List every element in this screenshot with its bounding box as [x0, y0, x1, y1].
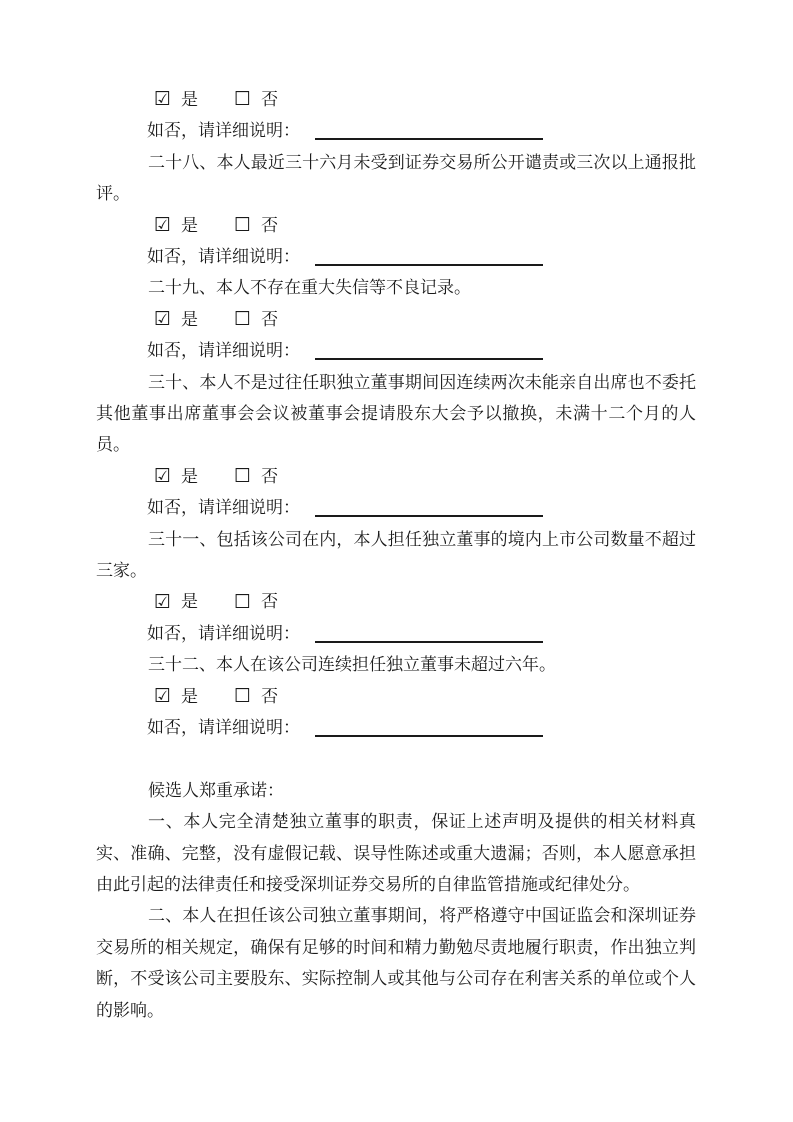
checkbox-unchecked-icon: ☐ — [234, 684, 252, 707]
checkbox-checked-icon: ☑ — [154, 590, 172, 613]
followup-label: 如否，请详细说明： — [147, 121, 300, 141]
yes-label: 是 — [181, 90, 199, 109]
checkbox-unchecked-icon: ☐ — [234, 308, 252, 330]
yes-label: 是 — [181, 309, 199, 329]
followup-blank-underline — [315, 627, 543, 643]
followup-label: 如否，请详细说明： — [147, 247, 300, 266]
commitment-paragraph: 二、本人在担任该公司独立董事期间，将严格遵守中国证监会和深圳证券交易所的相关规定，确保有足够的时间和精力勤勉尽责地履行职责，作出独立判断，不受该公司主要股东、实际控制人或其他与公司存在利害关系的单位或个人的影响。 — [96, 906, 696, 1020]
checkbox-unchecked-icon: ☐ — [234, 213, 252, 236]
answer-row — [154, 586, 696, 617]
checkbox-unchecked-icon: ☐ — [234, 465, 252, 488]
answer-row — [154, 84, 696, 115]
commitment-heading: 候选人郑重承诺： — [148, 780, 284, 800]
followup-row — [147, 618, 696, 649]
followup-label: 如否，请详细说明： — [147, 498, 300, 518]
followup-label: 如否，请详细说明： — [147, 718, 300, 738]
yes-label: 是 — [181, 466, 199, 486]
checkbox-unchecked-icon: ☐ — [234, 88, 252, 111]
followup-blank-underline — [315, 721, 543, 737]
yes-label: 是 — [181, 592, 199, 612]
no-label: 否 — [261, 686, 279, 706]
question-statement: 二十九、本人不存在重大失信等不良记录。 — [148, 278, 471, 298]
commitment-paragraph: 一、本人完全清楚独立董事的职责，保证上述声明及提供的相关材料真实、准确、完整，没有虚假记载、误导性陈述或重大遗漏；否则，本人愿意承担由此引起的法律责任和接受深圳证券交易所的自律监管措施或纪律处分。 — [96, 812, 696, 895]
no-label: 否 — [261, 309, 279, 329]
blank-line — [96, 743, 696, 774]
question-statement: 三十一、包括该公司在内，本人担任独立董事的境内上市公司数量不超过三家。 — [96, 529, 696, 581]
followup-blank-underline — [315, 124, 543, 140]
followup-blank-underline — [315, 250, 543, 266]
no-label: 否 — [261, 215, 279, 235]
no-label: 否 — [261, 592, 279, 612]
checkbox-checked-icon: ☑ — [154, 465, 172, 488]
yes-label: 是 — [181, 686, 199, 706]
followup-row — [147, 712, 696, 743]
followup-row — [147, 241, 696, 272]
checkbox-checked-icon: ☑ — [154, 88, 172, 111]
followup-row — [147, 335, 696, 366]
answer-row — [154, 681, 696, 712]
question-statement: 三十、本人不是过往任职独立董事期间因连续两次未能亲自出席也不委托其他董事出席董事会会议被董事会提请股东大会予以撤换，未满十二个月的人员。 — [96, 372, 696, 455]
followup-label: 如否，请详细说明： — [147, 341, 300, 361]
checkbox-checked-icon: ☑ — [154, 684, 172, 707]
question-statement: 二十八、本人最近三十六月未受到证券交易所公开谴责或三次以上通报批评。 — [96, 152, 696, 204]
checkbox-checked-icon: ☑ — [154, 308, 172, 330]
answer-row — [154, 304, 696, 335]
followup-label: 如否，请详细说明： — [147, 623, 300, 643]
no-label: 否 — [261, 90, 279, 109]
followup-row — [147, 115, 696, 146]
followup-blank-underline — [315, 501, 543, 517]
answer-row — [154, 461, 696, 492]
answer-row — [154, 210, 696, 241]
document-content — [96, 84, 696, 1026]
checkbox-unchecked-icon: ☐ — [234, 590, 252, 613]
yes-label: 是 — [181, 215, 199, 235]
question-statement: 三十二、本人在该公司连续担任独立董事未超过六年。 — [148, 655, 556, 675]
no-label: 否 — [261, 466, 279, 486]
followup-blank-underline — [315, 344, 543, 360]
checkbox-checked-icon: ☑ — [154, 213, 172, 236]
followup-row — [147, 492, 696, 523]
